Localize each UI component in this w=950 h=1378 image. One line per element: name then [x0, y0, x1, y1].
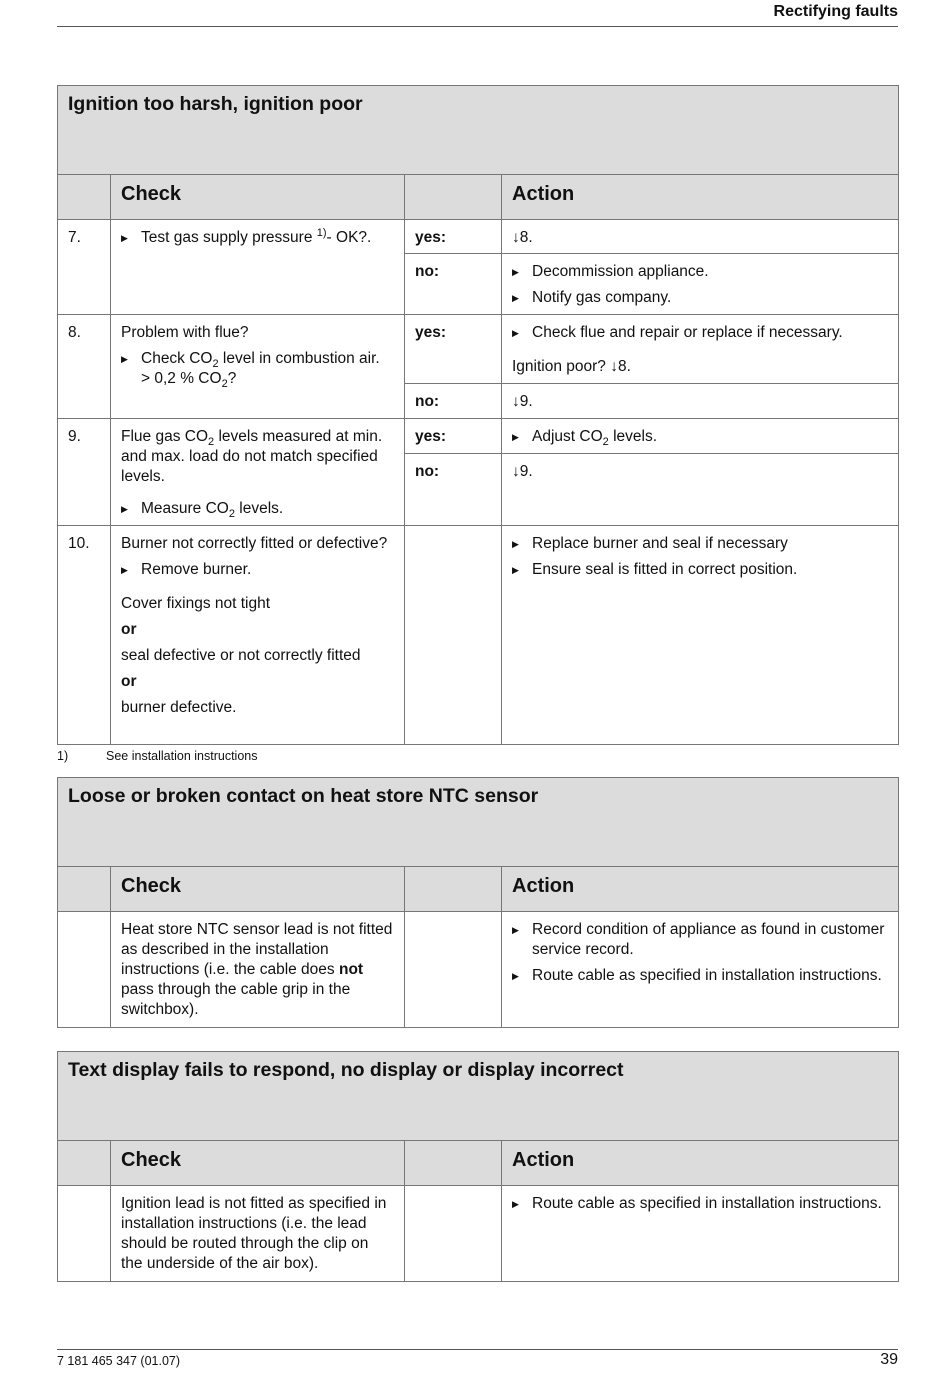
yes-label: yes: — [405, 315, 502, 384]
check-cell: Flue gas $CO_2$ levels measured at min. and max. load do not match specified levels. ▶ Measure $CO_2$ levels. — [111, 419, 405, 526]
check-cell: Heat store NTC sensor lead is not fitted as described in the installation instructions (i.e. the cable does not pass through the cable grip in the switchbox). — [111, 912, 405, 1028]
no-label: no: — [405, 454, 502, 526]
check-cell: Problem with flue? ▶ Check $CO_2$ level in combustion air. > 0,2 % $CO_2$? — [111, 315, 405, 419]
action-cell: ▶ Check flue and repair or replace if necessary. Ignition poor? ↓8. — [502, 315, 899, 384]
footer-rule — [57, 1349, 898, 1350]
action-cell: ▶ Replace burner and seal if necessary ▶ Ensure seal is fitted in correct position. — [502, 526, 899, 745]
action-header: Action — [502, 867, 899, 912]
fault-title: Loose or broken contact on heat store NTC sensor — [58, 778, 899, 867]
check-header: Check — [111, 1141, 405, 1186]
running-header: Rectifying faults — [773, 3, 898, 20]
yes-label: yes: — [405, 220, 502, 254]
step-number: 7. — [58, 220, 111, 315]
table-row — [58, 419, 899, 454]
yes-label: yes: — [405, 419, 502, 454]
action-header: Action — [502, 175, 899, 220]
check-cell: Ignition lead is not fitted as specified in installation instructions (i.e. the lead should be routed through the clip on the underside of the air box). — [111, 1186, 405, 1282]
action-cell: ▶ Decommission appliance. ▶ Notify gas company. — [502, 254, 899, 315]
fault-title: Text display fails to respond, no display or display incorrect — [58, 1052, 899, 1141]
action-cell: ↓9. — [502, 454, 899, 526]
action-cell: ▶ Adjust $CO_2$ levels. — [502, 419, 899, 454]
action-header: Action — [502, 1141, 899, 1186]
document-number: 7 181 465 347 (01.07) — [57, 1354, 181, 1368]
table-row — [58, 220, 899, 254]
check-header: Check — [111, 867, 405, 912]
check-header: Check — [111, 175, 405, 220]
action-cell: ▶ Record condition of appliance as found in customer service record. ▶ Route cable as specified in installation instructions. — [502, 912, 899, 1028]
fault-title: Ignition too harsh, ignition poor — [58, 86, 899, 175]
table-row — [58, 315, 899, 384]
footnote: 1) See installation instructions — [57, 749, 258, 763]
no-label: no: — [405, 384, 502, 419]
no-label: no: — [405, 254, 502, 315]
fault-table-ntc — [57, 777, 898, 1028]
header-rule — [57, 26, 898, 27]
step-number: 8. — [58, 315, 111, 419]
check-cell: Burner not correctly fitted or defective? ▶ Remove burner. Cover fixings not tight or seal defective or not correctly fitted or burner defective. — [111, 526, 405, 745]
table-row — [58, 912, 899, 1028]
step-number: 10. — [58, 526, 111, 745]
table-row — [58, 526, 899, 745]
page-number: 39 — [880, 1351, 898, 1368]
fault-table-ignition — [57, 85, 898, 745]
action-cell: ▶ Route cable as specified in installation instructions. — [502, 1186, 899, 1282]
action-cell: ↓9. — [502, 384, 899, 419]
table-row — [58, 1186, 899, 1282]
step-number: 9. — [58, 419, 111, 526]
fault-table-display — [57, 1051, 898, 1282]
action-cell: ↓8. — [502, 220, 899, 254]
check-cell: ▶ Test gas supply pressure $^{1)}$- OK?. — [111, 220, 405, 315]
